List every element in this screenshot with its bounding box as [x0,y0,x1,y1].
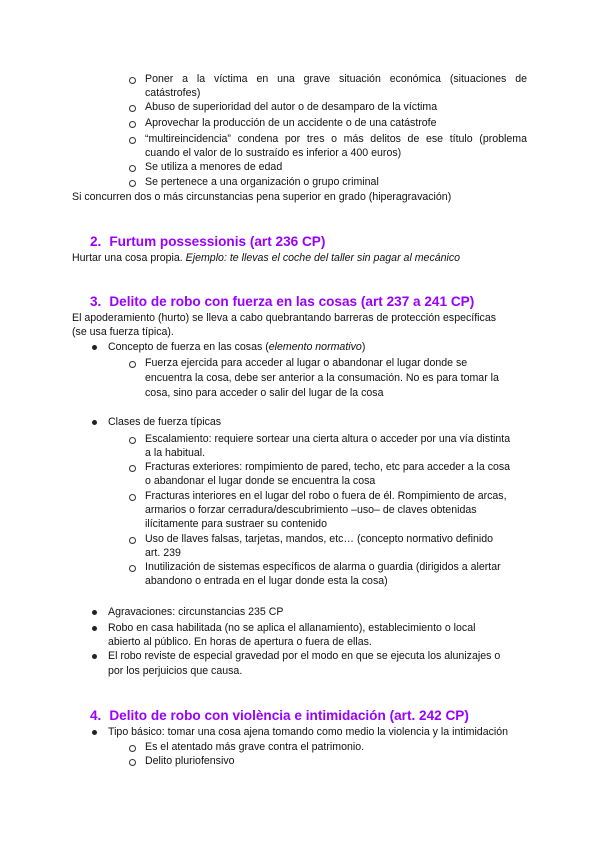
section-heading [90,234,325,250]
section-number: 2. [90,234,102,249]
concept-emphasis: elemento normativo [268,341,362,353]
list-bullet-icon [129,745,136,752]
list-item-text: “multireincidencia” condena por tres o más delitos de ese título (problema [145,133,527,145]
list-item-text: Agravaciones: circunstancias 235 CP [108,606,284,618]
paragraph-text [72,251,460,265]
list-item-text: Inutilización de sistemas específicos de alarma o guardia (dirigidos a alertar [145,561,501,573]
list-bullet-icon [92,626,97,631]
list-bullet-icon [92,730,97,735]
list-item-text: abandono o entrada en el lugar donde esta la cosa) [145,575,388,587]
section-number: 3. [90,294,102,309]
list-item-text: Se utiliza a menores de edad [145,161,283,173]
section-heading [90,708,469,724]
list-bullet-icon [129,565,136,572]
list-item-text: Fuerza ejercida para acceder al lugar o abandonar el lugar donde se [145,357,468,369]
list-item-text: Se pertenece a una organización o grupo criminal [145,176,379,188]
list-bullet-icon [129,137,136,144]
list-bullet-icon [92,420,97,425]
list-item-text: Escalamiento: requiere sortear una cierta altura o acceder por una vía distinta [145,433,511,445]
section-title: Delito de robo con violència e intimidación (art. 242 CP) [109,708,469,723]
list-bullet-icon [129,121,136,128]
section-heading [90,294,474,310]
list-item-text: Clases de fuerza típicas [108,416,222,428]
list-item-text: por los perjuicios que causa. [108,665,243,677]
list-item-text: Abuso de superioridad del autor o de desamparo de la víctima [145,101,438,113]
list-bullet-icon [129,437,136,444]
list-item-text: El robo reviste de especial gravedad por el modo en que se ejecuta los alunizajes o [108,650,501,662]
list-bullet-icon [129,77,136,84]
list-item-text: cuando el valor de lo sustraído es inferior a 400 euros) [145,147,402,159]
list-item-text: encuentra la cosa, debe ser anterior a la consumación. No es para tomar la [145,372,499,384]
list-bullet-icon [129,759,136,766]
list-bullet-icon [129,180,136,187]
list-item-text: Uso de llaves falsas, tarjetas, mandos, etc… (concepto normativo definido [145,533,494,545]
list-bullet-icon [129,537,136,544]
list-bullet-icon [92,345,97,350]
list-item-text: Tipo básico: tomar una cosa ajena tomando como medio la violencia y la intimidación [108,726,509,738]
section-number: 4. [90,708,102,723]
list-item-text: art. 239 [145,547,181,559]
list-bullet-icon [129,494,136,501]
concept-label: Concepto de fuerza en las cosas ( [108,341,269,353]
list-item-text: a la habitual. [145,447,206,459]
paragraph-text: (se usa fuerza típica). [72,326,174,338]
list-bullet-icon [129,465,136,472]
list-bullet-icon [129,361,136,368]
section-title: Furtum possessionis (art 236 CP) [109,234,326,249]
list-item-text: Fracturas exteriores: rompimiento de pared, techo, etc para acceder a la cosa [145,461,511,473]
list-item-text [108,340,365,354]
example-text: Ejemplo: te llevas el coche del taller sin pagar al mecánico [185,252,461,264]
paragraph-text-main: Hurtar una cosa propia. [72,252,183,264]
list-bullet-icon [92,610,97,615]
section-title: Delito de robo con fuerza en las cosas (art 237 a 241 CP) [109,294,475,309]
list-item-text: Fracturas interiores en el lugar del robo o fuera de él. Rompimiento de arcas, [145,490,507,502]
paragraph-text: Si concurren dos o más circunstancias pena superior en grado (hiperagravación) [72,191,452,203]
paragraph-text: El apoderamiento (hurto) se lleva a cabo quebrantando barreras de protección específicas [72,312,497,324]
list-item-text: ilícitamente para sustraer su contenido [145,518,327,530]
list-item-text: armarios o forzar cerradura/descubrimiento –uso– de claves obtenidas [145,504,477,516]
list-item-text: Poner a la víctima en una grave situación económica (situaciones de [145,73,527,85]
list-item-text: cosa, sino para acceder o salir del lugar de la cosa [145,387,384,399]
concept-close: ) [361,341,366,353]
list-bullet-icon [92,654,97,659]
list-bullet-icon [129,165,136,172]
list-item-text: catástrofes) [145,87,201,99]
list-bullet-icon [129,105,136,112]
list-item-text: abierto al público. En horas de apertura o fuera de ellas. [108,636,372,648]
list-item-text: o abandonar el lugar donde se encuentra la cosa [145,475,376,487]
list-item-text: Aprovechar la producción de un accidente o de una catástrofe [145,117,437,129]
list-item-text: Robo en casa habilitada (no se aplica el allanamiento), establecimiento o local [108,622,476,634]
list-item-text: Delito pluriofensivo [145,755,235,767]
list-item-text: Es el atentado más grave contra el patrimonio. [145,741,365,753]
